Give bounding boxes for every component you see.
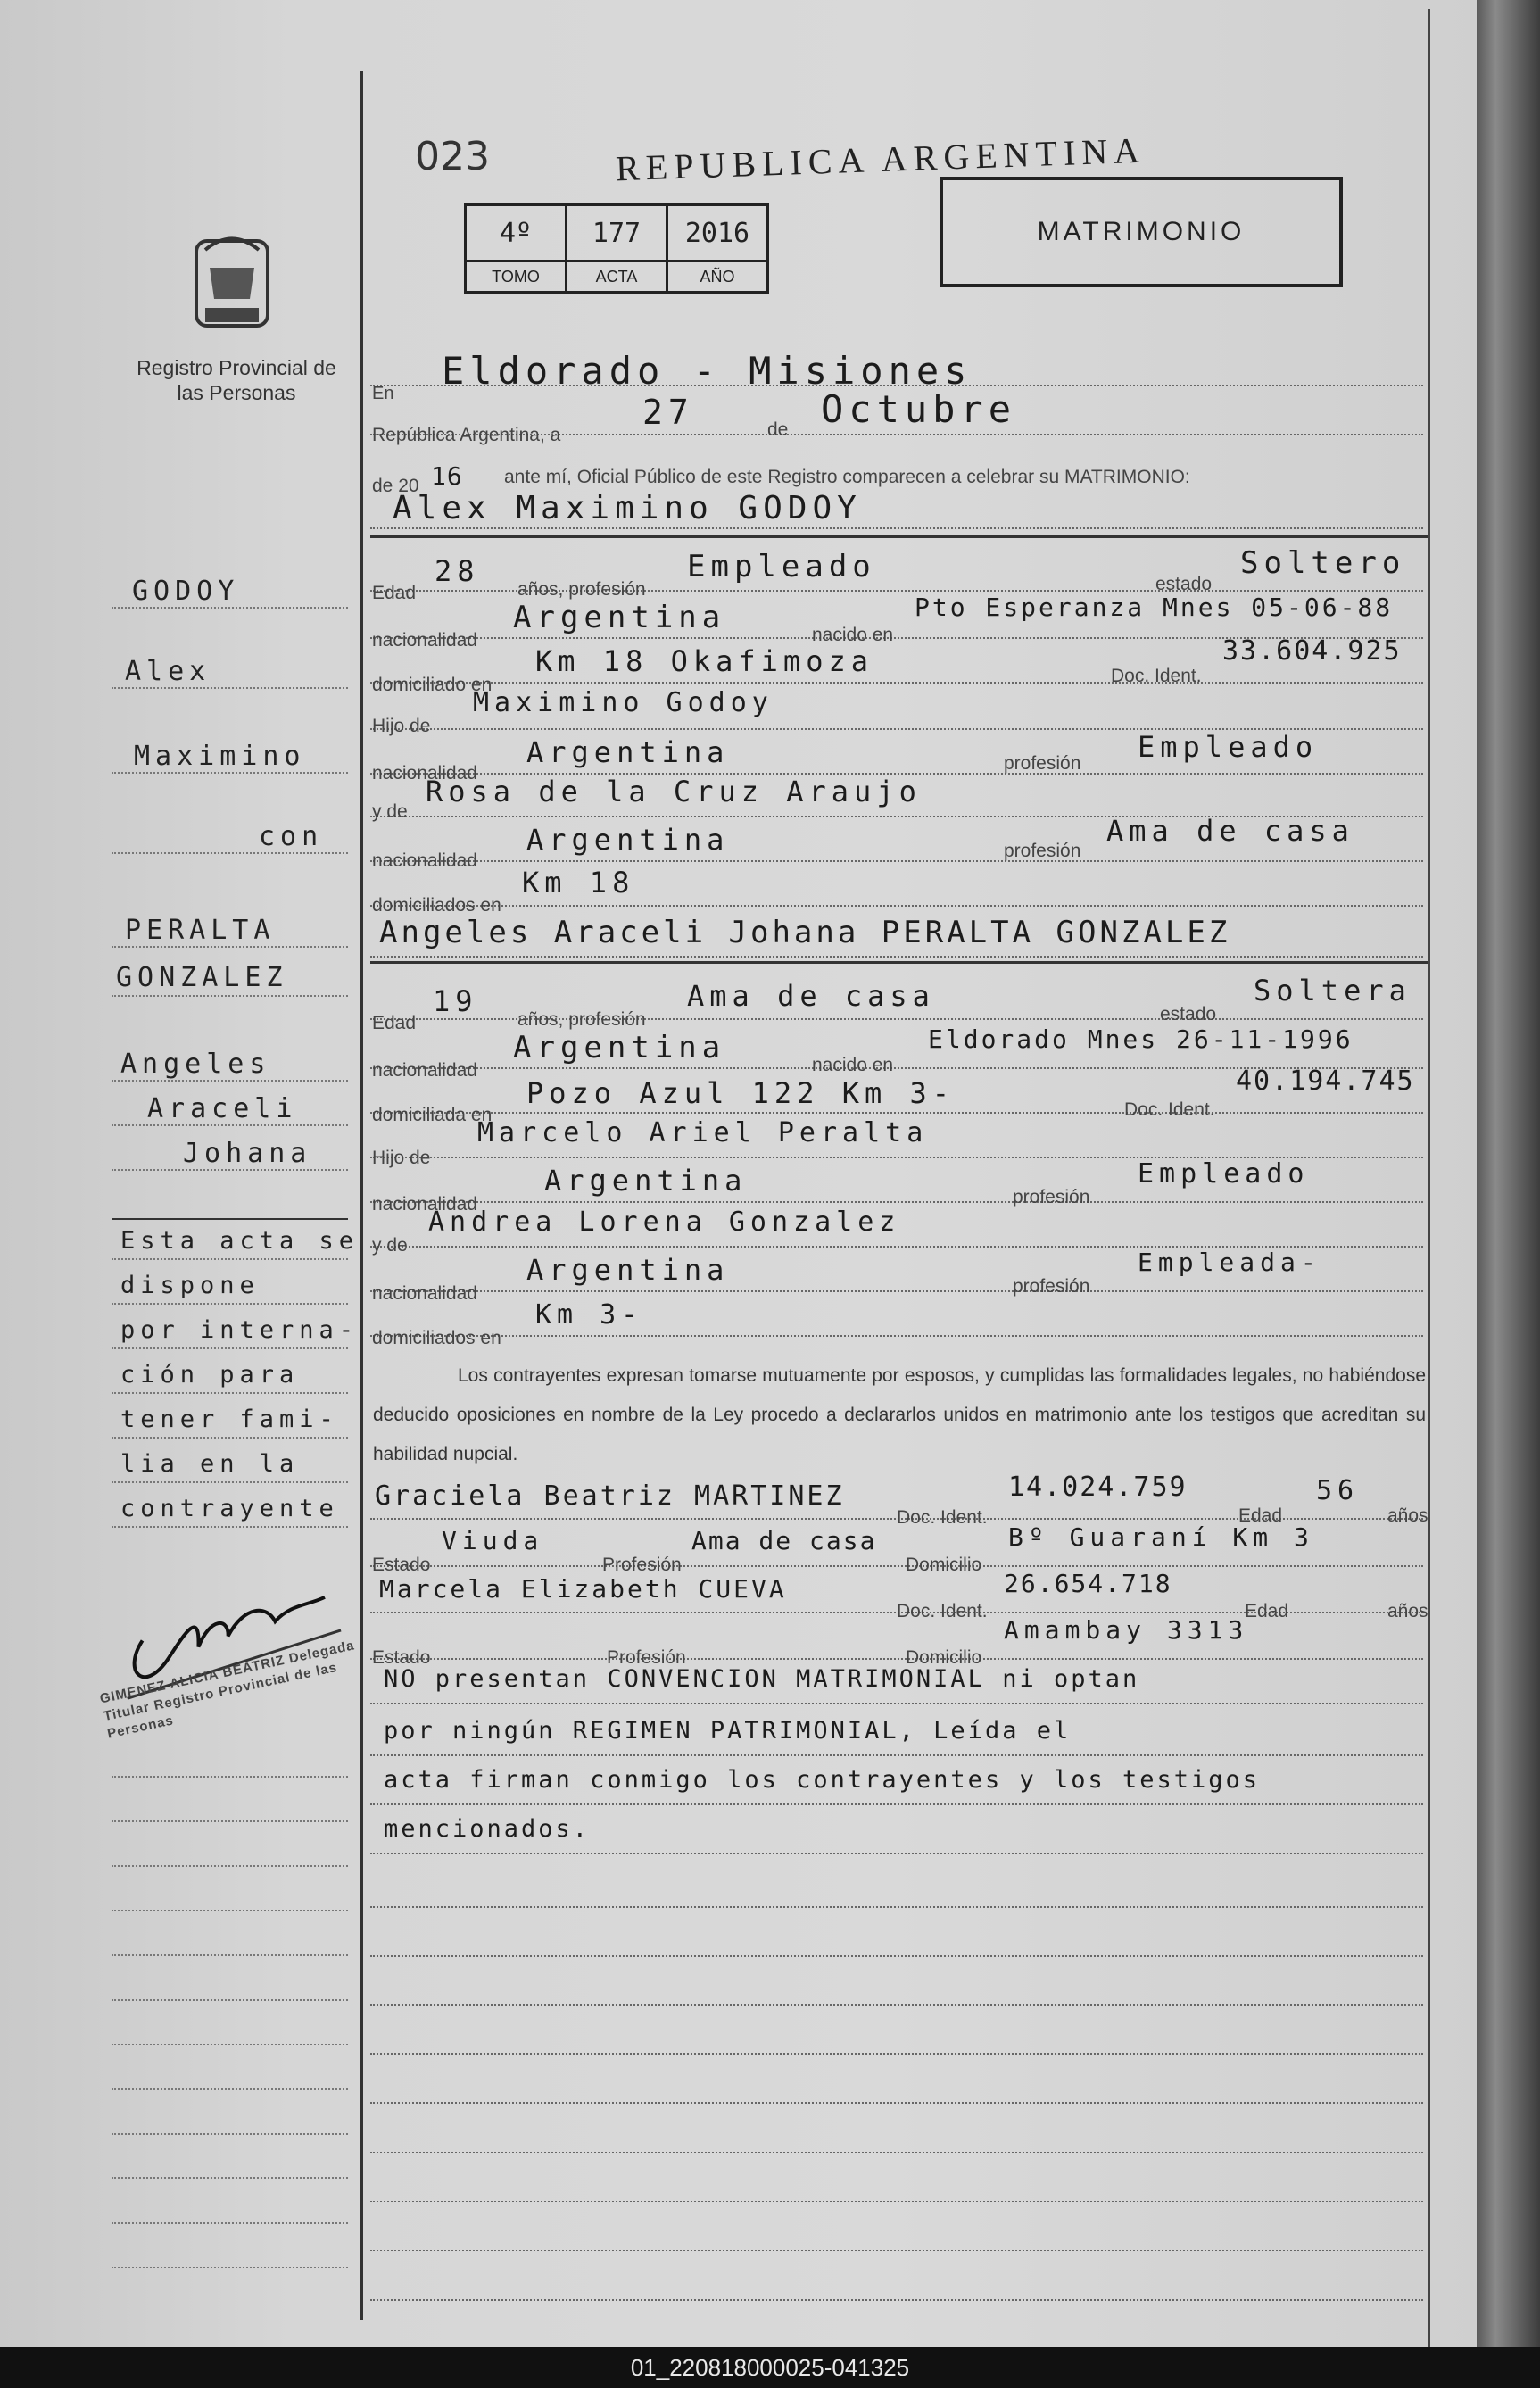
doc-label: Doc. Ident. bbox=[1124, 1099, 1215, 1120]
groom-profession: Empleado bbox=[687, 549, 876, 585]
margin-remark-line: Esta acta se bbox=[120, 1227, 360, 1255]
declaration-text: Los contrayentes expresan tomarse mutuamente por esposos, y cumplidas las formalidades legales, no habiéndose deducido oposiciones en nombre de la Ley procedo a declararlos unidos en matrimonio ante los testigos que acreditan su habilidad nupcial. bbox=[373, 1365, 1426, 1464]
anio-value: 2016 bbox=[667, 205, 768, 261]
official-stamp bbox=[70, 1544, 377, 1767]
groom-mother-nationality: Argentina bbox=[526, 823, 730, 857]
nacionalidad-label: nacionalidad bbox=[372, 850, 477, 871]
day-value: 27 bbox=[642, 393, 694, 432]
notes-line bbox=[370, 1662, 1423, 1715]
groom-birthplace: Pto Esperanza Mnes 05-06-88 bbox=[915, 593, 1394, 622]
en-label: En bbox=[372, 384, 394, 403]
anos-label: años, profesión bbox=[517, 579, 646, 600]
anos-label: años, profesión bbox=[517, 1009, 646, 1030]
margin-firstname-groom: Alex bbox=[125, 656, 211, 687]
intro-text: ante mí, Oficial Público de este Registro comparecen a celebrar su MATRIMONIO: bbox=[504, 467, 1190, 487]
tomo-label: TOMO bbox=[466, 261, 567, 293]
domicilio-label: domiciliada en bbox=[372, 1105, 493, 1125]
margin-surname-groom: GODOY bbox=[132, 576, 240, 607]
groom-father-profession: Empleado bbox=[1138, 730, 1319, 764]
witness1-name: Graciela Beatriz MARTINEZ bbox=[375, 1480, 845, 1512]
bride-doc: 40.194.745 bbox=[1236, 1065, 1415, 1097]
profesion-label: Profesión bbox=[607, 1647, 686, 1668]
act-type-box: MATRIMONIO bbox=[940, 177, 1343, 287]
bride-mother-profession: Empleada- bbox=[1138, 1248, 1321, 1277]
blank-line bbox=[370, 2110, 1423, 2164]
doc-label: Doc. Ident. bbox=[1111, 666, 1202, 686]
registry-reference-table bbox=[464, 203, 769, 294]
margin-secondname-groom: Maximino bbox=[134, 741, 306, 772]
margin-remark-line: dispone bbox=[120, 1272, 260, 1299]
acta-value: 177 bbox=[567, 205, 667, 261]
nacido-label: nacido en bbox=[812, 625, 894, 645]
estado-label: estado bbox=[1160, 1004, 1217, 1024]
notes-text: acta firman conmigo los contrayentes y los testigos bbox=[384, 1766, 1261, 1794]
estado-label: estado bbox=[1155, 574, 1213, 594]
groom-age: 28 bbox=[435, 554, 480, 588]
edad-label: Edad bbox=[372, 583, 417, 603]
notes-text: NO presentan CONVENCION MATRIMONIAL ni optan bbox=[384, 1665, 1140, 1693]
margin-remark-line: contrayente bbox=[120, 1495, 339, 1522]
blank-line bbox=[370, 1865, 1423, 1919]
edad-label: Edad bbox=[1238, 1505, 1283, 1526]
country-title: REPUBLICA ARGENTINA bbox=[615, 129, 1147, 189]
anos-label: años bbox=[1387, 1601, 1428, 1621]
nacionalidad-label: nacionalidad bbox=[372, 1194, 477, 1215]
groom-estado: Soltero bbox=[1240, 545, 1406, 581]
estado-label: Estado bbox=[372, 1647, 431, 1668]
provincial-seal-icon bbox=[183, 223, 281, 348]
domicilio-label: Domicilio bbox=[906, 1555, 982, 1575]
groom-doc: 33.604.925 bbox=[1222, 635, 1402, 667]
blank-line bbox=[370, 1914, 1423, 1968]
nacido-label: nacido en bbox=[812, 1055, 894, 1075]
notes-text: mencionados. bbox=[384, 1815, 591, 1843]
tomo-value: 4º bbox=[466, 205, 567, 261]
republic-label: República Argentina, a bbox=[372, 425, 561, 445]
edad-label: Edad bbox=[372, 1013, 417, 1033]
book-spine-edge bbox=[1477, 0, 1540, 2347]
yde-label: y de bbox=[372, 801, 408, 822]
profesion-label: profesión bbox=[1013, 1187, 1090, 1207]
bride-mother: Andrea Lorena Gonzalez bbox=[428, 1206, 901, 1238]
hijo-label: Hijo de bbox=[372, 716, 431, 736]
nacionalidad-label: nacionalidad bbox=[372, 1283, 477, 1304]
blank-line bbox=[370, 2258, 1423, 2311]
groom-mother-profession: Ama de casa bbox=[1106, 814, 1354, 848]
margin-connector: con bbox=[259, 821, 324, 852]
nacionalidad-label: nacionalidad bbox=[372, 763, 477, 784]
groom-address: Km 18 Okafimoza bbox=[535, 644, 873, 678]
registry-name: Registro Provincial de las Personas bbox=[137, 356, 336, 404]
margin-rule bbox=[360, 71, 363, 2320]
blank-line bbox=[370, 2160, 1423, 2213]
folio-number: 023 bbox=[415, 134, 490, 179]
year-prefix: de 20 bbox=[372, 476, 419, 496]
yde-label: y de bbox=[372, 1235, 408, 1256]
bride-nationality: Argentina bbox=[513, 1030, 726, 1065]
witness1-doc: 14.024.759 bbox=[1008, 1472, 1188, 1503]
groom-mother: Rosa de la Cruz Araujo bbox=[426, 775, 922, 808]
domicilio-label: domiciliado en bbox=[372, 675, 493, 695]
blank-line bbox=[370, 2061, 1423, 2115]
anos-label: años bbox=[1387, 1505, 1428, 1526]
stamp-text: GIMENEZ ALICIA BEATRIZ Delegada Titular Registro Provincial de las Personas bbox=[98, 1638, 356, 1742]
margin-firstname-bride: Angeles bbox=[120, 1049, 271, 1080]
profesion-label: profesión bbox=[1004, 841, 1081, 861]
acta-label: ACTA bbox=[567, 261, 667, 293]
groom-name-row bbox=[370, 486, 1423, 540]
edad-label: Edad bbox=[1245, 1601, 1289, 1621]
hijo-label: Hijo de bbox=[372, 1148, 431, 1168]
bride-estado: Soltera bbox=[1254, 974, 1412, 1007]
notes-line bbox=[370, 1812, 1423, 1865]
witness1-estado: Viuda bbox=[442, 1526, 544, 1555]
bride-father-nationality: Argentina bbox=[544, 1164, 748, 1198]
blank-line bbox=[370, 1963, 1423, 2017]
domicilio-label: Domicilio bbox=[906, 1647, 982, 1668]
margin-remark-line: ción para bbox=[120, 1361, 300, 1389]
doc-label: Doc. Ident. bbox=[897, 1507, 988, 1528]
margin-remark-line: tener fami- bbox=[120, 1405, 339, 1433]
groom-full-name: Alex Maximino GODOY bbox=[393, 490, 862, 527]
bride-age: 19 bbox=[433, 984, 478, 1018]
notes-line bbox=[370, 1713, 1423, 1767]
date-row bbox=[370, 387, 1423, 446]
nacionalidad-label: nacionalidad bbox=[372, 630, 477, 651]
margin-secondname-bride: Araceli bbox=[147, 1093, 298, 1124]
bride-parents-address: Km 3- bbox=[535, 1299, 643, 1331]
profesion-label: profesión bbox=[1004, 753, 1081, 774]
bride-age-row bbox=[370, 974, 1423, 1033]
domiciliados-label: domiciliados en bbox=[372, 1328, 501, 1348]
bride-father: Marcelo Ariel Peralta bbox=[477, 1117, 929, 1148]
witness2-row bbox=[370, 1569, 1428, 1624]
bride-profession: Ama de casa bbox=[687, 979, 935, 1013]
place-value: Eldorado - Misiones bbox=[442, 349, 973, 393]
month-value: Octubre bbox=[821, 387, 1017, 431]
groom-father-nationality: Argentina bbox=[526, 735, 730, 769]
witness2-doc: 26.654.718 bbox=[1004, 1569, 1172, 1598]
notes-text: por ningún REGIMEN PATRIMONIAL, Leída el bbox=[384, 1717, 1072, 1745]
margin-surname1-bride: PERALTA bbox=[125, 915, 276, 946]
bride-father-profession: Empleado bbox=[1138, 1158, 1310, 1190]
witness2-name: Marcela Elizabeth CUEVA bbox=[379, 1574, 787, 1604]
anio-label: AÑO bbox=[667, 261, 768, 293]
right-border-rule bbox=[1428, 9, 1430, 2347]
bride-address: Pozo Azul 122 Km 3- bbox=[526, 1076, 956, 1110]
bride-birthplace: Eldorado Mnes 26-11-1996 bbox=[928, 1024, 1354, 1054]
witness1-age: 56 bbox=[1316, 1475, 1360, 1506]
margin-thirdname-bride: Johana bbox=[183, 1138, 312, 1169]
doc-label: Doc. Ident. bbox=[897, 1601, 988, 1621]
witness1-profession: Ama de casa bbox=[691, 1526, 877, 1555]
estado-label: Estado bbox=[372, 1555, 431, 1575]
blank-line bbox=[370, 2209, 1423, 2262]
bride-name-row bbox=[370, 915, 1423, 968]
profesion-label: Profesión bbox=[602, 1555, 682, 1575]
groom-father: Maximino Godoy bbox=[473, 687, 774, 718]
groom-nationality: Argentina bbox=[513, 600, 726, 635]
domiciliados-label: domiciliados en bbox=[372, 895, 501, 916]
bride-parents-address-row bbox=[370, 1294, 1423, 1347]
notes-line bbox=[370, 1762, 1423, 1816]
blank-line bbox=[370, 2012, 1423, 2066]
groom-parents-address: Km 18 bbox=[522, 866, 635, 900]
margin-remark-line: lia en la bbox=[120, 1450, 300, 1478]
witness1-detail-row bbox=[370, 1524, 1423, 1578]
nacionalidad-label: nacionalidad bbox=[372, 1060, 477, 1081]
bride-mother-nationality: Argentina bbox=[526, 1253, 730, 1287]
margin-surname2-bride: GONZALEZ bbox=[116, 962, 288, 993]
de-label: de bbox=[767, 419, 789, 440]
profesion-label: profesión bbox=[1013, 1276, 1090, 1297]
bride-full-name: Angeles Araceli Johana PERALTA GONZALEZ bbox=[379, 915, 1231, 950]
witness2-address: Amambay 3313 bbox=[1004, 1615, 1249, 1645]
margin-remark-line: por interna- bbox=[120, 1316, 360, 1344]
year-suffix: 16 bbox=[431, 461, 463, 491]
witness1-address: Bº Guaraní Km 3 bbox=[1008, 1522, 1314, 1552]
scan-id-footer: 01_220818000025-041325 bbox=[0, 2347, 1540, 2388]
groom-parents-address-row bbox=[370, 864, 1423, 917]
